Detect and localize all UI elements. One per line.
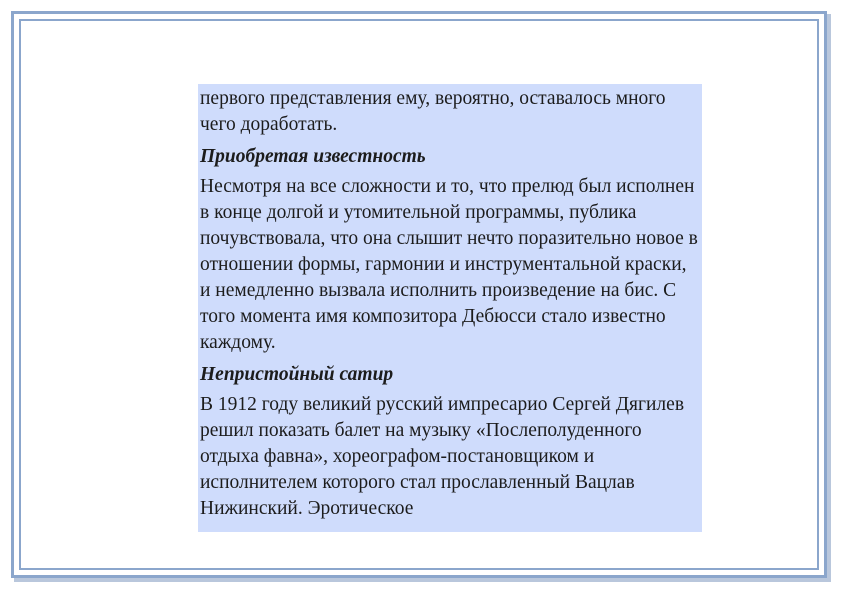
paragraph-3: В 1912 году великий русский импресарио Сергей Дягилев решил показать балет на музыку «Послеполуденного отдыха фавна», хореографом-постановщиком и исполнителем которого стал прославленный Вацлав Нижинский. Эротическое [200,394,685,519]
frame-shadow-bottom [14,578,831,582]
heading-2: Непристойный сатир [200,364,394,385]
paragraph-1: первого представления ему, вероятно, оставалось много чего доработать. [200,88,666,135]
frame-shadow-right [827,14,831,581]
paragraph-2: Несмотря на все сложности и то, что прелюд был исполнен в конце долгой и утомительной программы, публика почувствовала, что она слышит нечто поразительно новое в отношении формы, гармонии и инструментальной краски, и немедленно вызвала исполнить произведение на бис. С того момента имя композитора Дебюсси стало известно каждому. [200,176,698,353]
heading-1: Приобретая известность [200,146,426,167]
slide-text-box [198,84,702,532]
